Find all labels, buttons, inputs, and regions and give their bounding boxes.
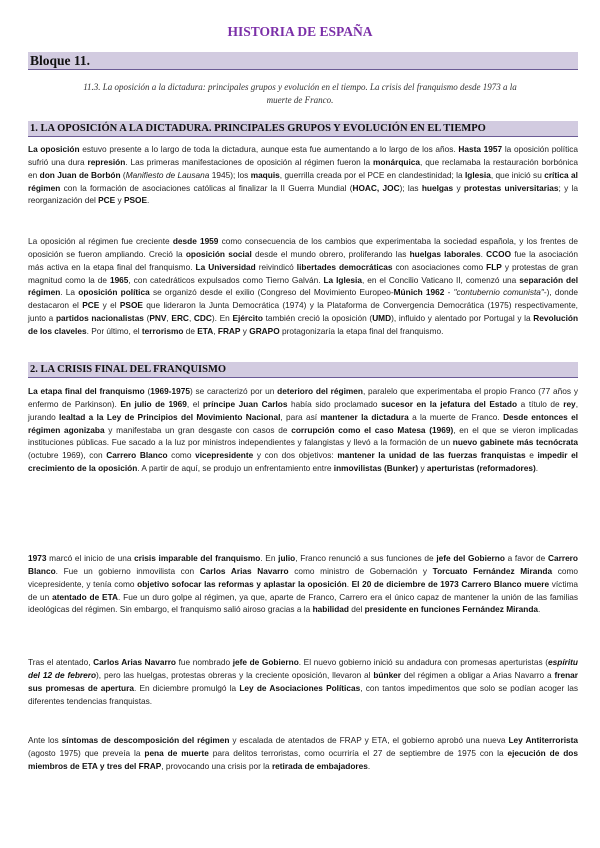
bloque-heading: Bloque 11. xyxy=(28,52,578,70)
section-1-paragraph-2: La oposición al régimen fue creciente desde 1959 como consecuencia de los cambios que experimentaba la sociedad española, y los frentes de oposición se fueron ampliando. Creció la oposición social desde el mundo obrero, proliferando las huelgas laborales. CCOO fue la asociación más activa en la etapa final del franquismo. La Universidad reivindicó libertades democráticas con asociaciones como FLP y protestas de gran magnitud como la de 1965, con catedráticos expulsados como Tierno Galván. La Iglesia, en el Concilio Vaticano II, comenzó una separación del régimen. La oposición política se organizó desde el exilio (Congreso del Movimiento Europeo-Múnich 1962 - "contubernio comunista"-), donde destacaron el PCE y el PSOE que lideraron la Junta Democrática (1974) y la Plataforma de Convergencia Democrática (1975) respectivamente, junto a partidos nacionalistas (PNV, ERC, CDC). En Ejército también creció la oposición (UMD), influido y alentado por Portugal y la Revolución de los claveles. Por último, el terrorismo de ETA, FRAP y GRAPO protagonizaría la etapa final del franquismo. xyxy=(28,236,579,336)
section-1-heading: 1. LA OPOSICIÓN A LA DICTADURA. PRINCIPALES GRUPOS Y EVOLUCIÓN EN EL TIEMPO xyxy=(28,121,578,137)
section-2-paragraph-3: Tras el atentado, Carlos Arias Navarro fue nombrado jefe de Gobierno. El nuevo gobierno inició su andadura con promesas aperturistas (espíritu del 12 de febrero), pero las huelgas, protestas obreras y la creciente oposición, llevaron al búnker del régimen a obligar a Arias Navarro a frenar sus promesas de apertura. En diciembre promulgó la Ley de Asociaciones Políticas, con tantos impedimentos que solo se podían acoger las diferentes tendencias franquistas. xyxy=(28,657,579,706)
page-title: HISTORIA DE ESPAÑA xyxy=(227,24,373,39)
section-2-heading: 2. LA CRISIS FINAL DEL FRANQUISMO xyxy=(28,362,578,378)
section-2-paragraph-4: Ante los síntomas de descomposición del régimen y escalada de atentados de FRAP y ETA, el gobierno aprobó una nueva Ley Antiterrorista (agosto 1975) que preveía la pena de muerte para delitos terroristas, como ocurriría el 27 de septiembre de 1975 con la ejecución de dos miembros de ETA y tres del FRAP, provocando una crisis por la retirada de embajadores. xyxy=(28,735,578,771)
section-1-paragraph-1: La oposición estuvo presente a lo largo de toda la dictadura, aunque esta fue aumentando a lo largo de los años. Hasta 1957 la oposición política sufrió una dura represión. Las primeras manifestaciones de oposición al régimen fueron la monárquica, que reclamaba la restauración borbónica en don Juan de Borbón (Manifiesto de Lausana 1945); los maquis, guerrilla creada por el PCE en clandestinidad; la Iglesia, que inició su crítica al régimen con la formación de asociaciones católicas al finalizar la II Guerra Mundial (HOAC, JOC); las huelgas y protestas universitarias; y la reorganización del PCE y PSOE. xyxy=(28,144,578,206)
section-2-paragraph-2: 1973 marcó el inicio de una crisis imparable del franquismo. En julio, Franco renunció a sus funciones de jefe del Gobierno a favor de Carrero Blanco. Fue un gobierno inmovilista con Carlos Arias Navarro como ministro de Gobernación y Torcuato Fernández Miranda como vicepresidente, y tenía como objetivo sofocar las reformas y aplastar la oposición. El 20 de diciembre de 1973 Carrero Blanco muere víctima de un atentado de ETA. Fue un duro golpe al régimen, ya que, aparte de Franco, Carrero era el único capaz de mantener la unión de las familias ideológicas del régimen. Sin embargo, el franquismo salió airoso gracias a la habilidad del presidente en funciones Fernández Miranda. xyxy=(28,553,578,615)
bloque-subtitle: 11.3. La oposición a la dictadura: principales grupos y evolución en el tiempo. La crisis del franquismo desde 1973 a la muerte de Franco. xyxy=(83,82,517,105)
section-2-paragraph-1: La etapa final del franquismo (1969-1975) se caracterizó por un deterioro del régimen, paralelo que experimentaba el propio Franco (77 años y enfermo de Parkinson). En julio de 1969, el príncipe Juan Carlos había sido proclamado sucesor en la jefatura del Estado a título de rey, jurando lealtad a la Ley de Principios del Movimiento Nacional, para así mantener la dictadura a la muerte de Franco. Desde entonces el régimen agonizaba y manifestaba un gran desgaste con casos de corrupción como el caso Matesa (1969), en el que se vieron implicadas instituciones públicas. Fue sacado a la luz por ministros independientes y falangistas y llevó a la formación de un nuevo gabinete más tecnócrata (octubre 1969), con Carrero Blanco como vicepresidente y con dos objetivos: mantener la unidad de las fuerzas franquistas e impedir el crecimiento de la oposición. A partir de aquí, se produjo un enfrentamiento entre inmovilistas (Bunker) y aperturistas (reformadores). xyxy=(28,386,579,474)
